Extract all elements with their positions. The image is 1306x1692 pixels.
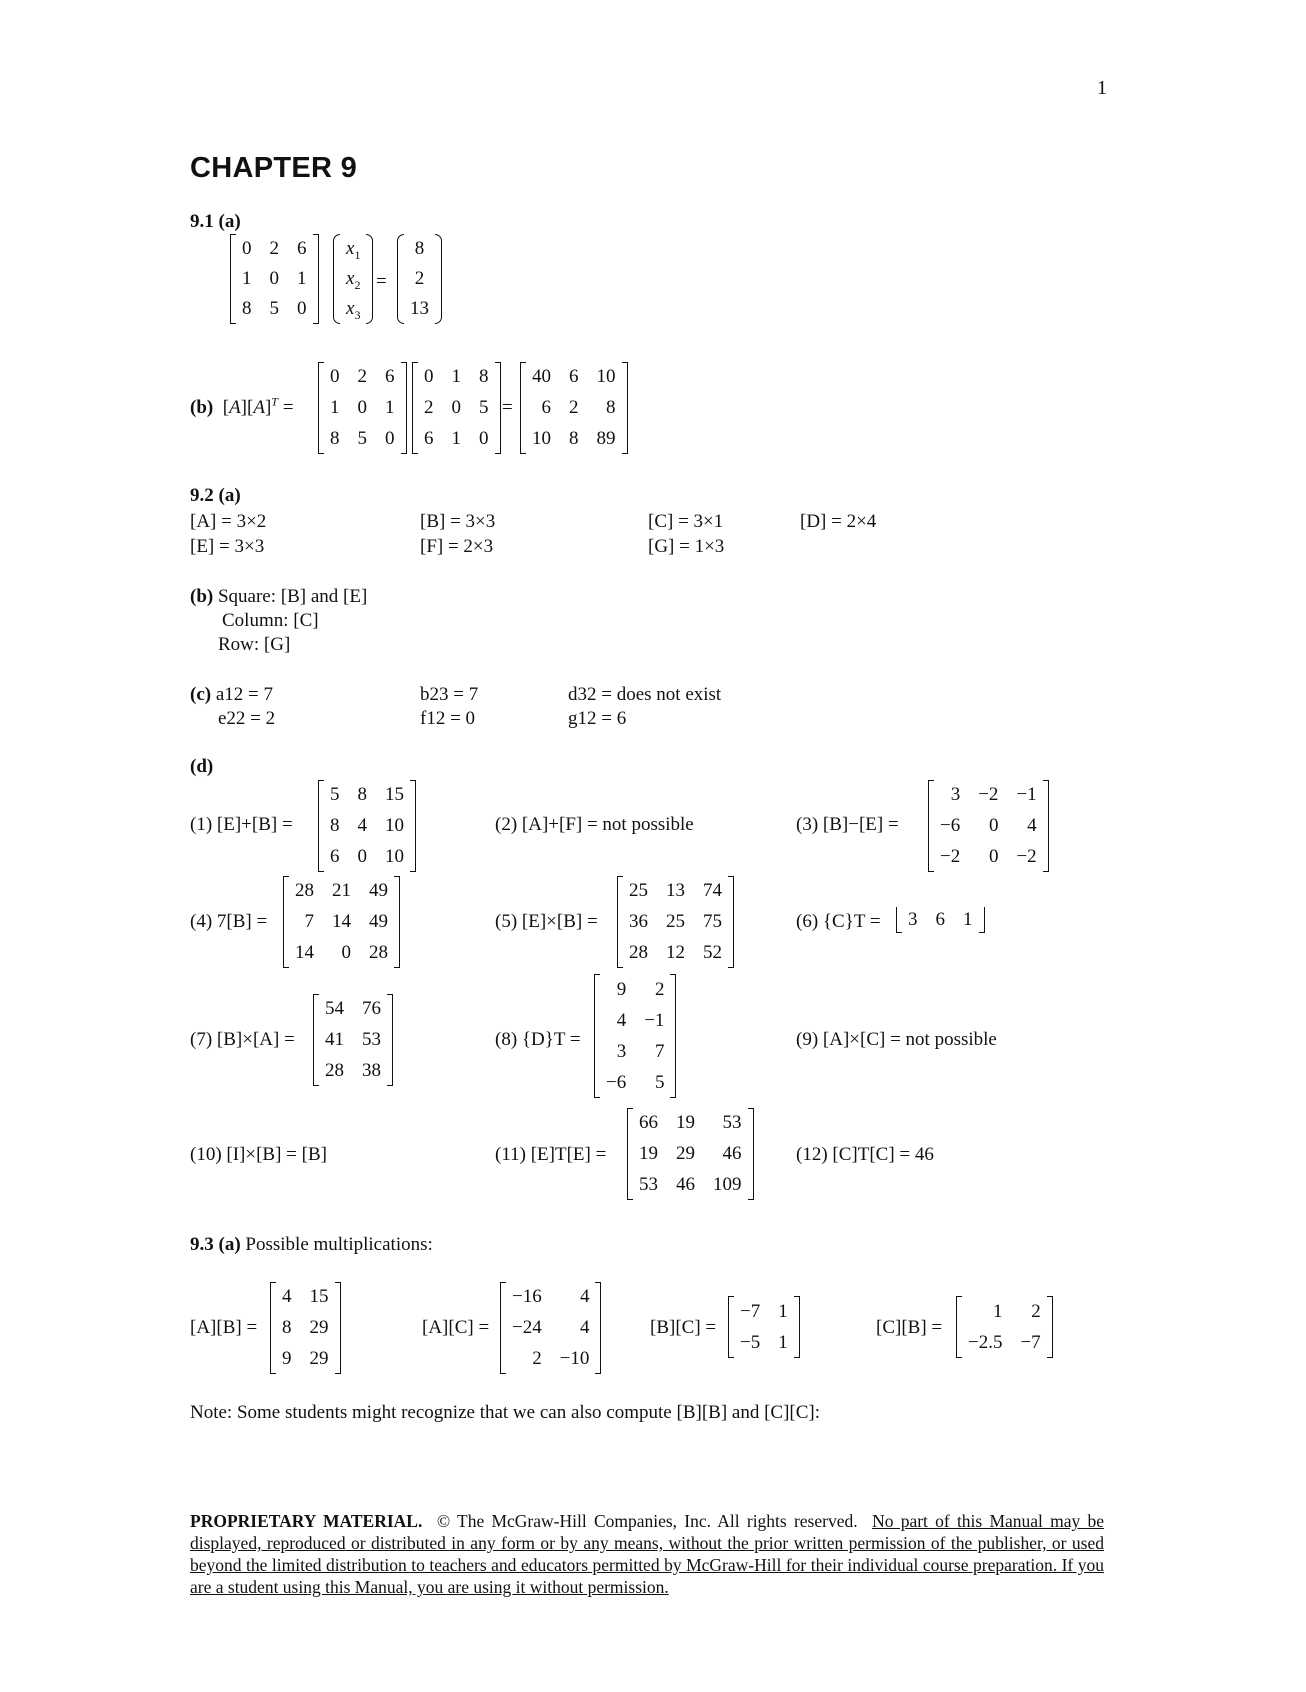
- matrix-cell: 2: [269, 238, 279, 260]
- matrix-cell: 53: [362, 1029, 381, 1051]
- matrix-cell: 4: [579, 1286, 590, 1308]
- matrix-cell: 0: [269, 268, 279, 290]
- matrix-cell: 0: [357, 397, 367, 419]
- problem-9-2b: (b) Square: [B] and [E]: [190, 586, 368, 607]
- matrix-cell: 5: [654, 1071, 665, 1093]
- matrix-d3: [928, 780, 1049, 872]
- matrix-cell: 29: [676, 1143, 695, 1165]
- page-number: 1: [1097, 77, 1107, 99]
- matrix-cell: 8: [569, 427, 579, 449]
- matrix-cell: 10: [596, 366, 616, 388]
- matrix-cell: 0: [988, 845, 999, 867]
- matrix-A: [230, 234, 319, 324]
- matrix-cell: 40: [532, 366, 551, 388]
- matrix-A-repeat: [318, 362, 407, 454]
- matrix-cell: 0: [385, 427, 395, 449]
- matrix-cell: 8: [357, 784, 367, 806]
- vector-x: $x_1$ $x_2$ $x_3$: [330, 234, 376, 324]
- matrix-cell: 2: [357, 366, 367, 388]
- matrix-d1: [318, 780, 416, 872]
- matrix-cell: 0: [330, 366, 340, 388]
- matrix-cell: 15: [309, 1286, 329, 1308]
- matrix-cell: 1: [297, 268, 307, 290]
- matrix-cell: 5: [269, 298, 279, 320]
- matrix-AB: [270, 1282, 341, 1374]
- matrix-cell: 19: [639, 1143, 658, 1165]
- matrix-cell: 13: [410, 298, 429, 320]
- matrix-d4: [283, 876, 400, 968]
- matrix-cell: 29: [309, 1317, 329, 1339]
- matrix-cell: 0: [242, 238, 252, 260]
- matrix-cell: −6: [940, 815, 961, 837]
- matrix-cell: 49: [369, 911, 388, 933]
- d12-label: (12) [C]T[C] = 46: [796, 1144, 934, 1165]
- column-text: Column: [C]: [222, 610, 319, 631]
- dim-B: [B] = 3×3: [420, 511, 496, 532]
- matrix-cell: 109: [713, 1173, 742, 1195]
- matrix-cell: 2: [532, 1347, 542, 1369]
- matrix-cell: −1: [644, 1009, 665, 1031]
- matrix-cell: 46: [676, 1173, 695, 1195]
- matrix-cell: 21: [332, 880, 351, 902]
- matrix-cell: 1: [451, 366, 461, 388]
- matrix-cell: 10: [385, 845, 404, 867]
- matrix-cell: 28: [369, 941, 388, 963]
- matrix-cell: 9: [616, 978, 627, 1000]
- matrix-cell: 74: [703, 880, 722, 902]
- matrix-cell: 1: [242, 268, 252, 290]
- g12-value: g12 = 6: [568, 708, 627, 729]
- matrix-cell: 5: [479, 397, 489, 419]
- dim-D: [D] = 2×4: [800, 511, 877, 532]
- matrix-cell: −7: [1020, 1331, 1041, 1353]
- row-text: Row: [G]: [218, 634, 291, 655]
- matrix-A-transpose: [412, 362, 501, 454]
- matrix-cell: 0: [297, 298, 307, 320]
- matrix-cell: 5: [330, 784, 340, 806]
- matrix-cell: −1: [1016, 784, 1037, 806]
- matrix-cell: 3: [950, 784, 961, 806]
- matrix-cell: 2: [414, 268, 425, 290]
- matrix-cell: −2.5: [968, 1331, 1003, 1353]
- problem-9-2d-label: (d): [190, 756, 214, 777]
- matrix-cell: 53: [639, 1173, 658, 1195]
- matrix-cell: 10: [532, 427, 551, 449]
- matrix-cell: 8: [282, 1317, 292, 1339]
- matrix-cell: 8: [330, 427, 340, 449]
- matrix-AAT: [520, 362, 628, 454]
- matrix-cell: 75: [703, 911, 722, 933]
- matrix-cell: 1: [778, 1300, 788, 1322]
- matrix-cell: 0: [341, 941, 351, 963]
- f12-value: f12 = 0: [420, 708, 476, 729]
- matrix-cell: −24: [512, 1317, 542, 1339]
- matrix-cell: 4: [357, 815, 367, 837]
- matrix-cell: 1: [385, 397, 395, 419]
- matrix-AC: [500, 1282, 601, 1374]
- b23-value: b23 = 7: [420, 684, 479, 705]
- note-text: Note: Some students might recognize that we can also compute [B][B] and [C][C]:: [190, 1402, 821, 1423]
- matrix-cell: 49: [369, 880, 388, 902]
- matrix-cell: 8: [330, 815, 340, 837]
- matrix-cell: 3: [908, 909, 918, 931]
- matrix-cell: 36: [629, 911, 648, 933]
- matrix-cell: 5: [357, 427, 367, 449]
- d2-label: (2) [A]+[F] = not possible: [495, 814, 694, 835]
- matrix-cell: 0: [451, 397, 461, 419]
- copyright-footer: PROPRIETARY MATERIAL. © The McGraw-Hill Companies, Inc. All rights reserved. No part of this Manual may be displayed, reproduced or distributed in any form or by any means, without the prior written permission of the publisher, or used beyond the limited distribution to teachers and educators permitted by McGraw-Hill for their individual course preparation. If you are a student using this Manual, you are using it without permission.: [190, 1511, 1105, 1597]
- problem-9-2a-label: 9.2 (a): [190, 485, 241, 506]
- matrix-cell: 4: [616, 1009, 627, 1031]
- matrix-cell: 53: [722, 1112, 742, 1134]
- dim-F: [F] = 2×3: [420, 536, 494, 557]
- equals-sign: =: [502, 397, 513, 418]
- matrix-cell: 1: [992, 1300, 1003, 1322]
- matrix-cell: 4: [579, 1317, 590, 1339]
- matrix-cell: 7: [654, 1040, 665, 1062]
- d5-label: (5) [E]×[B] =: [495, 911, 598, 932]
- matrix-CB: [956, 1296, 1053, 1358]
- matrix-cell: 54: [325, 998, 344, 1020]
- matrix-cell: 0: [988, 815, 999, 837]
- d8-label: (8) {D}T =: [495, 1029, 581, 1050]
- e22-value: e22 = 2: [218, 708, 276, 729]
- BC-label: [B][C] =: [650, 1317, 717, 1338]
- matrix-cell: −5: [740, 1331, 761, 1353]
- equals-sign: =: [376, 271, 387, 292]
- matrix-cell: 0: [357, 845, 367, 867]
- matrix-cell: 6: [569, 366, 579, 388]
- matrix-cell: 66: [639, 1112, 658, 1134]
- AB-label: [A][B] =: [190, 1317, 258, 1338]
- matrix-cell: 1: [963, 909, 973, 931]
- d3-label: (3) [B]−[E] =: [796, 814, 899, 835]
- matrix-cell: 6: [330, 845, 340, 867]
- problem-9-1a-label: 9.1 (a): [190, 211, 241, 232]
- matrix-cell: 25: [629, 880, 648, 902]
- matrix-cell: 6: [385, 366, 395, 388]
- matrix-cell: −7: [740, 1300, 761, 1322]
- matrix-cell: 2: [569, 397, 579, 419]
- matrix-cell: 28: [325, 1059, 344, 1081]
- matrix-cell: 3: [616, 1040, 627, 1062]
- matrix-cell: 28: [629, 941, 648, 963]
- matrix-cell: 2: [1031, 1300, 1041, 1322]
- matrix-cell: 0: [424, 366, 434, 388]
- chapter-title: CHAPTER 9: [190, 152, 358, 184]
- matrix-cell: 0: [479, 427, 489, 449]
- dim-A: [A] = 3×2: [190, 511, 267, 532]
- matrix-cell: 52: [703, 941, 722, 963]
- matrix-cell: 6: [297, 238, 307, 260]
- matrix-cell: 41: [325, 1029, 344, 1051]
- d4-label: (4) 7[B] =: [190, 911, 268, 932]
- matrix-d8: [594, 974, 676, 1098]
- matrix-cell: 15: [385, 784, 404, 806]
- matrix-cell: 13: [666, 880, 685, 902]
- matrix-cell: 1: [330, 397, 340, 419]
- matrix-cell: 1: [451, 427, 461, 449]
- matrix-BC: [728, 1296, 800, 1358]
- matrix-cell: 10: [385, 815, 404, 837]
- d9-label: (9) [A]×[C] = not possible: [796, 1029, 997, 1050]
- row-vector-CT: [896, 907, 985, 933]
- matrix-cell: 76: [362, 998, 381, 1020]
- matrix-cell: 28: [295, 880, 314, 902]
- matrix-d7: [313, 994, 393, 1086]
- d6-label: (6) {C}T =: [796, 911, 881, 932]
- matrix-cell: 19: [676, 1112, 695, 1134]
- matrix-cell: −2: [1016, 845, 1037, 867]
- matrix-cell: 6: [424, 427, 434, 449]
- matrix-cell: 2: [424, 397, 434, 419]
- matrix-cell: −2: [978, 784, 999, 806]
- matrix-cell: 4: [282, 1286, 292, 1308]
- matrix-cell: 6: [935, 909, 945, 931]
- problem-9-1b-expression: (b) $[A][A]^T$ =: [190, 394, 294, 418]
- vector-rhs: [394, 234, 445, 324]
- problem-9-2c: (c) a12 = 7: [190, 684, 273, 705]
- d32-value: d32 = does not exist: [568, 684, 722, 705]
- matrix-cell: 1: [778, 1331, 788, 1353]
- matrix-d11: [627, 1108, 754, 1200]
- matrix-cell: 14: [332, 911, 351, 933]
- d1-label: (1) [E]+[B] =: [190, 814, 293, 835]
- matrix-d5: [617, 876, 734, 968]
- matrix-cell: 9: [282, 1347, 292, 1369]
- matrix-cell: 8: [242, 298, 252, 320]
- matrix-cell: 89: [596, 427, 616, 449]
- matrix-cell: −2: [940, 845, 961, 867]
- matrix-cell: 7: [304, 911, 314, 933]
- matrix-cell: 29: [309, 1347, 329, 1369]
- d11-label: (11) [E]T[E] =: [495, 1144, 607, 1165]
- matrix-cell: 2: [654, 978, 665, 1000]
- matrix-cell: 8: [479, 366, 489, 388]
- problem-9-3a: 9.3 (a) Possible multiplications:: [190, 1234, 433, 1255]
- matrix-cell: −10: [559, 1347, 590, 1369]
- d10-label: (10) [I]×[B] = [B]: [190, 1144, 327, 1165]
- matrix-cell: 46: [722, 1143, 742, 1165]
- d7-label: (7) [B]×[A] =: [190, 1029, 295, 1050]
- matrix-cell: −16: [512, 1286, 542, 1308]
- matrix-cell: 12: [666, 941, 685, 963]
- dim-E: [E] = 3×3: [190, 536, 265, 557]
- matrix-cell: 6: [541, 397, 551, 419]
- matrix-cell: 4: [1027, 815, 1037, 837]
- matrix-cell: −6: [606, 1071, 627, 1093]
- dim-C: [C] = 3×1: [648, 511, 724, 532]
- CB-label: [C][B] =: [876, 1317, 943, 1338]
- dim-G: [G] = 1×3: [648, 536, 725, 557]
- matrix-cell: 14: [295, 941, 314, 963]
- matrix-cell: 25: [666, 911, 685, 933]
- AC-label: [A][C] =: [422, 1317, 490, 1338]
- matrix-cell: 38: [362, 1059, 381, 1081]
- matrix-cell: 8: [414, 238, 425, 260]
- matrix-cell: 8: [606, 397, 616, 419]
